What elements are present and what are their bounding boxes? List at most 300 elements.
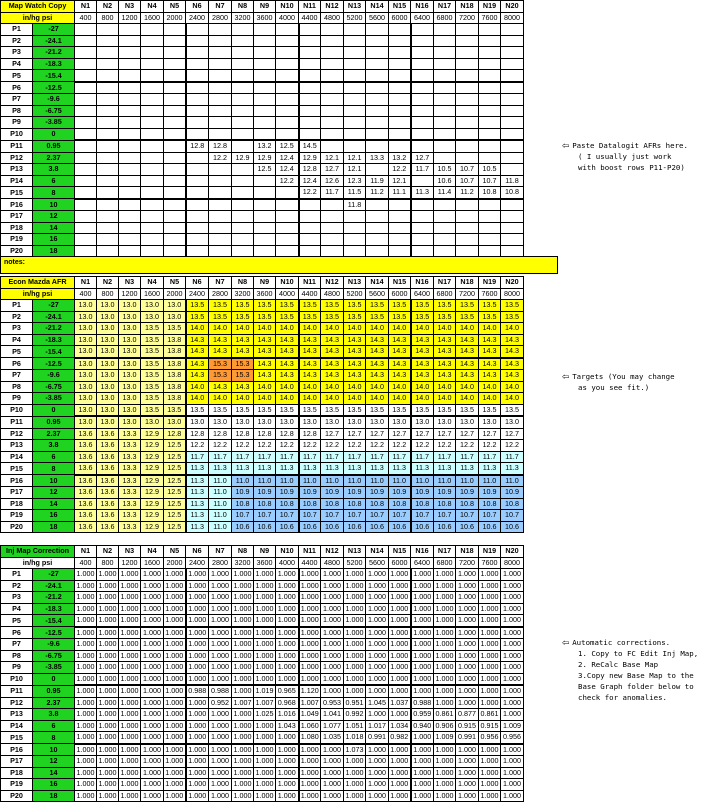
afr-target-cell[interactable]: 10.7 [456, 510, 479, 522]
afr-target-cell[interactable]: 13.0 [209, 416, 232, 428]
afr-target-cell[interactable]: 13.0 [299, 416, 321, 428]
afr-target-cell[interactable]: 11.7 [434, 451, 456, 463]
afr-cell[interactable] [389, 128, 411, 140]
afr-target-cell[interactable]: 14.3 [186, 346, 209, 358]
afr-target-cell[interactable]: 14.0 [344, 381, 366, 393]
afr-cell[interactable] [456, 24, 479, 36]
afr-target-cell[interactable]: 13.0 [164, 300, 186, 312]
afr-target-cell[interactable]: 11.7 [276, 451, 299, 463]
afr-target-cell[interactable]: 14.3 [434, 370, 456, 382]
afr-cell[interactable] [299, 58, 321, 70]
afr-target-cell[interactable]: 12.5 [164, 498, 186, 510]
afr-cell[interactable] [321, 128, 344, 140]
afr-cell[interactable] [209, 187, 232, 199]
afr-cell[interactable] [299, 82, 321, 94]
afr-target-cell[interactable]: 10.6 [456, 521, 479, 533]
afr-cell[interactable] [276, 58, 299, 70]
afr-target-cell[interactable]: 14.0 [276, 323, 299, 335]
afr-target-cell[interactable]: 10.8 [254, 498, 276, 510]
afr-target-cell[interactable]: 14.3 [321, 334, 344, 346]
afr-target-cell[interactable]: 15.3 [209, 358, 232, 370]
afr-target-cell[interactable]: 12.2 [276, 440, 299, 452]
afr-target-cell[interactable]: 13.0 [75, 323, 97, 335]
afr-cell[interactable] [434, 70, 456, 82]
afr-target-cell[interactable]: 13.5 [366, 311, 389, 323]
afr-target-cell[interactable]: 10.6 [389, 521, 411, 533]
column-header[interactable]: N7 [209, 277, 232, 289]
afr-target-cell[interactable]: 14.3 [254, 370, 276, 382]
column-header[interactable]: N18 [456, 546, 479, 558]
afr-target-cell[interactable]: 14.3 [434, 358, 456, 370]
afr-target-cell[interactable]: 13.5 [209, 404, 232, 416]
afr-target-cell[interactable]: 13.0 [97, 404, 119, 416]
afr-cell[interactable] [119, 175, 141, 187]
afr-cell[interactable] [119, 152, 141, 164]
afr-target-cell[interactable]: 10.8 [501, 498, 524, 510]
afr-target-cell[interactable]: 12.2 [321, 440, 344, 452]
afr-cell[interactable] [434, 140, 456, 152]
afr-target-cell[interactable]: 13.6 [97, 428, 119, 440]
afr-target-cell[interactable]: 14.0 [344, 323, 366, 335]
afr-target-cell[interactable]: 10.6 [366, 521, 389, 533]
afr-cell[interactable] [97, 24, 119, 36]
afr-cell[interactable] [501, 94, 524, 106]
afr-cell[interactable] [97, 140, 119, 152]
afr-cell[interactable] [434, 245, 456, 257]
afr-cell[interactable] [366, 105, 389, 117]
afr-target-cell[interactable]: 10.7 [411, 510, 434, 522]
afr-target-cell[interactable]: 11.3 [186, 521, 209, 533]
afr-target-cell[interactable]: 13.0 [97, 381, 119, 393]
afr-cell[interactable] [141, 164, 164, 176]
afr-cell[interactable] [434, 222, 456, 234]
column-header[interactable]: N15 [389, 546, 411, 558]
afr-cell[interactable] [434, 211, 456, 223]
afr-cell[interactable] [119, 94, 141, 106]
column-header[interactable]: N14 [366, 1, 389, 13]
afr-cell[interactable]: 12.2 [389, 164, 411, 176]
afr-cell[interactable] [321, 234, 344, 246]
afr-target-cell[interactable]: 11.0 [411, 475, 434, 487]
afr-target-cell[interactable]: 13.6 [75, 428, 97, 440]
afr-target-cell[interactable]: 11.0 [254, 475, 276, 487]
afr-target-cell[interactable]: 10.9 [299, 487, 321, 499]
afr-cell[interactable] [389, 35, 411, 47]
afr-target-cell[interactable]: 14.3 [411, 334, 434, 346]
afr-target-cell[interactable]: 14.3 [456, 358, 479, 370]
afr-cell[interactable]: 11.8 [344, 199, 366, 211]
afr-cell[interactable] [276, 199, 299, 211]
afr-cell[interactable] [276, 211, 299, 223]
afr-target-cell[interactable]: 14.0 [321, 393, 344, 405]
afr-cell[interactable]: 10.8 [479, 187, 501, 199]
afr-target-cell[interactable]: 10.9 [366, 487, 389, 499]
afr-target-cell[interactable]: 12.9 [141, 487, 164, 499]
afr-target-cell[interactable]: 14.3 [479, 370, 501, 382]
afr-cell[interactable] [97, 222, 119, 234]
afr-cell[interactable] [299, 234, 321, 246]
afr-cell[interactable] [389, 211, 411, 223]
afr-cell[interactable] [186, 82, 209, 94]
afr-cell[interactable] [209, 58, 232, 70]
column-header[interactable]: N10 [276, 277, 299, 289]
afr-target-cell[interactable]: 14.0 [254, 381, 276, 393]
afr-target-cell[interactable]: 14.0 [299, 323, 321, 335]
afr-target-cell[interactable]: 14.0 [254, 323, 276, 335]
afr-cell[interactable] [479, 152, 501, 164]
afr-cell[interactable] [254, 128, 276, 140]
afr-cell[interactable] [366, 117, 389, 129]
afr-target-cell[interactable]: 13.8 [164, 346, 186, 358]
afr-cell[interactable] [321, 222, 344, 234]
afr-target-cell[interactable]: 14.0 [321, 323, 344, 335]
afr-target-cell[interactable]: 10.9 [411, 487, 434, 499]
afr-cell[interactable] [97, 245, 119, 257]
afr-target-cell[interactable]: 15.3 [209, 370, 232, 382]
afr-target-cell[interactable]: 13.5 [299, 300, 321, 312]
afr-cell[interactable] [479, 24, 501, 36]
afr-target-cell[interactable]: 13.3 [119, 498, 141, 510]
column-header[interactable]: N12 [321, 277, 344, 289]
afr-target-cell[interactable]: 10.9 [276, 487, 299, 499]
afr-target-cell[interactable]: 13.5 [411, 300, 434, 312]
afr-cell[interactable] [299, 35, 321, 47]
afr-cell[interactable] [164, 105, 186, 117]
afr-cell[interactable] [276, 234, 299, 246]
afr-cell[interactable] [254, 47, 276, 59]
afr-target-cell[interactable]: 13.5 [344, 404, 366, 416]
afr-target-cell[interactable]: 13.5 [276, 311, 299, 323]
afr-target-cell[interactable]: 14.3 [299, 370, 321, 382]
afr-target-cell[interactable]: 11.3 [186, 463, 209, 475]
afr-cell[interactable] [97, 58, 119, 70]
afr-cell[interactable] [389, 70, 411, 82]
afr-target-cell[interactable]: 13.0 [456, 416, 479, 428]
afr-cell[interactable] [366, 199, 389, 211]
afr-cell[interactable] [366, 128, 389, 140]
afr-cell[interactable]: 13.2 [389, 152, 411, 164]
afr-target-cell[interactable]: 11.0 [479, 475, 501, 487]
afr-target-cell[interactable]: 10.7 [389, 510, 411, 522]
afr-target-cell[interactable]: 12.5 [164, 475, 186, 487]
afr-target-cell[interactable]: 13.5 [232, 404, 254, 416]
afr-target-cell[interactable]: 12.9 [141, 475, 164, 487]
column-header[interactable]: N1 [75, 546, 97, 558]
afr-target-cell[interactable]: 13.0 [119, 393, 141, 405]
afr-target-cell[interactable]: 14.3 [209, 346, 232, 358]
afr-cell[interactable]: 10.8 [501, 187, 524, 199]
afr-cell[interactable] [366, 24, 389, 36]
afr-target-cell[interactable]: 14.3 [411, 370, 434, 382]
afr-target-cell[interactable]: 11.3 [321, 463, 344, 475]
afr-cell[interactable] [209, 164, 232, 176]
column-header[interactable]: N13 [344, 277, 366, 289]
afr-target-cell[interactable]: 13.5 [366, 300, 389, 312]
afr-cell[interactable]: 10.7 [456, 164, 479, 176]
afr-cell[interactable] [186, 35, 209, 47]
afr-target-cell[interactable]: 11.0 [299, 475, 321, 487]
column-header[interactable]: N17 [434, 1, 456, 13]
afr-target-cell[interactable]: 14.0 [232, 393, 254, 405]
afr-target-cell[interactable]: 14.3 [479, 334, 501, 346]
afr-cell[interactable] [411, 70, 434, 82]
column-header[interactable]: N14 [366, 546, 389, 558]
afr-cell[interactable] [97, 199, 119, 211]
afr-target-cell[interactable]: 11.3 [501, 463, 524, 475]
afr-cell[interactable] [97, 234, 119, 246]
afr-cell[interactable]: 10.6 [434, 175, 456, 187]
afr-target-cell[interactable]: 13.5 [186, 404, 209, 416]
column-header[interactable]: N8 [232, 1, 254, 13]
afr-cell[interactable] [456, 211, 479, 223]
column-header[interactable]: N19 [479, 1, 501, 13]
afr-cell[interactable] [254, 211, 276, 223]
afr-cell[interactable] [254, 24, 276, 36]
afr-cell[interactable] [321, 117, 344, 129]
afr-cell[interactable] [141, 117, 164, 129]
afr-cell[interactable] [366, 82, 389, 94]
afr-target-cell[interactable]: 15.3 [232, 370, 254, 382]
afr-cell[interactable] [479, 222, 501, 234]
afr-target-cell[interactable]: 12.5 [164, 463, 186, 475]
afr-cell[interactable] [97, 117, 119, 129]
afr-target-cell[interactable]: 14.0 [479, 323, 501, 335]
afr-target-cell[interactable]: 11.0 [434, 475, 456, 487]
afr-cell[interactable]: 12.3 [344, 175, 366, 187]
afr-target-cell[interactable]: 11.3 [186, 498, 209, 510]
afr-target-cell[interactable]: 13.5 [254, 404, 276, 416]
afr-target-cell[interactable]: 14.0 [389, 323, 411, 335]
afr-cell[interactable] [501, 234, 524, 246]
afr-cell[interactable]: 11.9 [366, 175, 389, 187]
afr-target-cell[interactable]: 11.3 [209, 463, 232, 475]
column-header[interactable]: N18 [456, 277, 479, 289]
afr-cell[interactable] [119, 164, 141, 176]
afr-target-cell[interactable]: 13.0 [75, 381, 97, 393]
afr-target-cell[interactable]: 11.0 [276, 475, 299, 487]
afr-target-cell[interactable]: 11.3 [232, 463, 254, 475]
afr-cell[interactable] [75, 47, 97, 59]
afr-target-cell[interactable]: 13.5 [141, 346, 164, 358]
afr-target-cell[interactable]: 11.7 [186, 451, 209, 463]
afr-target-cell[interactable]: 14.0 [344, 393, 366, 405]
afr-target-cell[interactable]: 13.5 [254, 300, 276, 312]
afr-cell[interactable] [209, 128, 232, 140]
afr-target-cell[interactable]: 14.3 [232, 334, 254, 346]
afr-cell[interactable] [434, 58, 456, 70]
afr-target-cell[interactable]: 11.3 [344, 463, 366, 475]
column-header[interactable]: N6 [186, 1, 209, 13]
afr-cell[interactable] [344, 35, 366, 47]
afr-target-cell[interactable]: 14.3 [411, 346, 434, 358]
notes-row[interactable]: notes: [0, 256, 558, 274]
afr-cell[interactable]: 11.2 [456, 187, 479, 199]
afr-cell[interactable]: 12.5 [276, 140, 299, 152]
afr-target-cell[interactable]: 14.0 [209, 323, 232, 335]
afr-cell[interactable] [75, 222, 97, 234]
afr-cell[interactable] [254, 70, 276, 82]
afr-target-cell[interactable]: 13.8 [164, 334, 186, 346]
afr-cell[interactable] [75, 24, 97, 36]
afr-target-cell[interactable]: 13.6 [75, 451, 97, 463]
afr-target-cell[interactable]: 14.3 [479, 346, 501, 358]
afr-cell[interactable] [501, 105, 524, 117]
column-header[interactable]: N3 [119, 1, 141, 13]
afr-cell[interactable] [366, 94, 389, 106]
afr-target-cell[interactable]: 13.0 [119, 311, 141, 323]
afr-target-cell[interactable]: 13.0 [97, 334, 119, 346]
afr-target-cell[interactable]: 14.3 [501, 334, 524, 346]
afr-target-cell[interactable]: 13.5 [366, 404, 389, 416]
afr-target-cell[interactable]: 14.0 [186, 323, 209, 335]
afr-target-cell[interactable]: 10.7 [366, 510, 389, 522]
afr-target-cell[interactable]: 14.3 [299, 334, 321, 346]
afr-target-cell[interactable]: 14.0 [389, 381, 411, 393]
column-header[interactable]: N12 [321, 546, 344, 558]
afr-cell[interactable] [299, 105, 321, 117]
afr-target-cell[interactable]: 14.3 [299, 358, 321, 370]
column-header[interactable]: N10 [276, 1, 299, 13]
column-header[interactable]: N13 [344, 1, 366, 13]
afr-cell[interactable] [75, 105, 97, 117]
afr-target-cell[interactable]: 13.5 [434, 311, 456, 323]
afr-cell[interactable] [232, 58, 254, 70]
column-header[interactable]: N2 [97, 546, 119, 558]
afr-target-cell[interactable]: 14.3 [186, 358, 209, 370]
afr-cell[interactable] [232, 24, 254, 36]
afr-cell[interactable] [141, 222, 164, 234]
afr-target-cell[interactable]: 13.0 [97, 311, 119, 323]
afr-target-cell[interactable]: 14.0 [186, 381, 209, 393]
afr-cell[interactable] [321, 105, 344, 117]
afr-cell[interactable] [141, 47, 164, 59]
afr-cell[interactable] [186, 234, 209, 246]
afr-cell[interactable] [232, 222, 254, 234]
afr-cell[interactable] [321, 24, 344, 36]
afr-target-cell[interactable]: 13.5 [276, 300, 299, 312]
afr-cell[interactable] [321, 199, 344, 211]
afr-target-cell[interactable]: 13.3 [119, 463, 141, 475]
column-header[interactable]: N2 [97, 277, 119, 289]
afr-cell[interactable] [299, 24, 321, 36]
afr-cell[interactable] [299, 117, 321, 129]
column-header[interactable]: N5 [164, 277, 186, 289]
afr-target-cell[interactable]: 13.5 [141, 404, 164, 416]
afr-cell[interactable] [164, 187, 186, 199]
afr-cell[interactable] [299, 245, 321, 257]
afr-cell[interactable] [209, 234, 232, 246]
afr-target-cell[interactable]: 14.3 [366, 334, 389, 346]
afr-target-cell[interactable]: 13.5 [344, 300, 366, 312]
afr-target-cell[interactable]: 12.7 [456, 428, 479, 440]
afr-target-cell[interactable]: 13.0 [119, 334, 141, 346]
afr-cell[interactable] [501, 222, 524, 234]
afr-cell[interactable] [479, 245, 501, 257]
afr-cell[interactable] [389, 245, 411, 257]
afr-target-cell[interactable]: 13.5 [479, 404, 501, 416]
afr-target-cell[interactable]: 10.6 [344, 521, 366, 533]
afr-target-cell[interactable]: 12.2 [299, 440, 321, 452]
afr-target-cell[interactable]: 10.6 [411, 521, 434, 533]
afr-target-cell[interactable]: 13.6 [97, 487, 119, 499]
afr-cell[interactable] [389, 47, 411, 59]
afr-target-cell[interactable]: 12.2 [389, 440, 411, 452]
afr-target-cell[interactable]: 12.7 [321, 428, 344, 440]
afr-target-cell[interactable]: 14.0 [411, 323, 434, 335]
afr-cell[interactable] [119, 117, 141, 129]
afr-target-cell[interactable]: 13.5 [164, 404, 186, 416]
afr-cell[interactable] [366, 58, 389, 70]
afr-target-cell[interactable]: 13.5 [299, 404, 321, 416]
afr-cell[interactable] [254, 82, 276, 94]
afr-cell[interactable] [411, 175, 434, 187]
column-header[interactable]: N18 [456, 1, 479, 13]
afr-target-cell[interactable]: 13.0 [75, 300, 97, 312]
afr-cell[interactable] [411, 245, 434, 257]
afr-cell[interactable] [232, 245, 254, 257]
afr-cell[interactable] [186, 152, 209, 164]
afr-cell[interactable] [366, 70, 389, 82]
afr-cell[interactable] [164, 128, 186, 140]
afr-cell[interactable] [164, 175, 186, 187]
afr-cell[interactable]: 11.2 [366, 187, 389, 199]
afr-cell[interactable] [97, 211, 119, 223]
afr-target-cell[interactable]: 13.0 [75, 334, 97, 346]
afr-target-cell[interactable]: 13.5 [456, 404, 479, 416]
afr-target-cell[interactable]: 13.3 [119, 428, 141, 440]
afr-target-cell[interactable]: 13.0 [119, 358, 141, 370]
afr-target-cell[interactable]: 14.0 [276, 393, 299, 405]
afr-cell[interactable] [366, 211, 389, 223]
afr-cell[interactable] [479, 211, 501, 223]
afr-cell[interactable] [344, 117, 366, 129]
afr-cell[interactable] [344, 70, 366, 82]
afr-cell[interactable] [411, 105, 434, 117]
afr-target-cell[interactable]: 14.3 [276, 358, 299, 370]
afr-cell[interactable] [97, 105, 119, 117]
afr-cell[interactable] [456, 35, 479, 47]
column-header[interactable]: N9 [254, 546, 276, 558]
afr-cell[interactable] [209, 211, 232, 223]
afr-target-cell[interactable]: 13.6 [75, 498, 97, 510]
afr-cell[interactable] [501, 211, 524, 223]
afr-cell[interactable] [254, 175, 276, 187]
afr-target-cell[interactable]: 13.0 [97, 393, 119, 405]
afr-target-cell[interactable]: 13.0 [164, 416, 186, 428]
afr-target-cell[interactable]: 14.3 [501, 358, 524, 370]
afr-cell[interactable] [209, 24, 232, 36]
afr-target-cell[interactable]: 13.0 [75, 393, 97, 405]
afr-cell[interactable] [276, 105, 299, 117]
afr-cell[interactable] [186, 58, 209, 70]
afr-cell[interactable] [456, 152, 479, 164]
afr-cell[interactable] [164, 152, 186, 164]
afr-target-cell[interactable]: 11.0 [366, 475, 389, 487]
afr-cell[interactable] [75, 94, 97, 106]
afr-cell[interactable] [164, 94, 186, 106]
afr-cell[interactable] [411, 117, 434, 129]
afr-cell[interactable] [434, 24, 456, 36]
afr-cell[interactable] [75, 245, 97, 257]
afr-cell[interactable] [366, 47, 389, 59]
afr-cell[interactable] [164, 35, 186, 47]
afr-cell[interactable] [141, 128, 164, 140]
afr-cell[interactable] [411, 222, 434, 234]
column-header[interactable]: N15 [389, 277, 411, 289]
afr-cell[interactable] [344, 105, 366, 117]
afr-cell[interactable]: 12.1 [321, 152, 344, 164]
afr-cell[interactable] [232, 47, 254, 59]
